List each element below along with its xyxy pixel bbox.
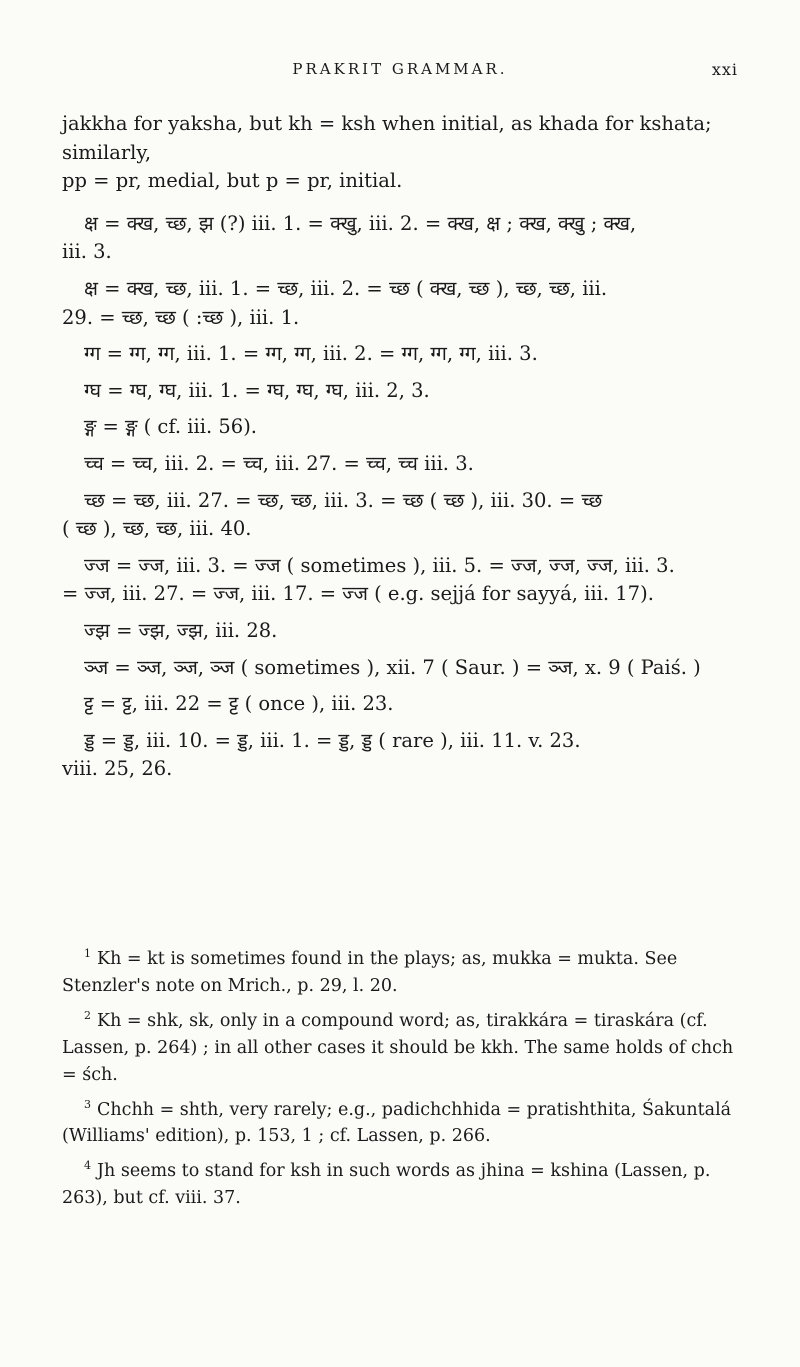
footnote-number: 3: [84, 1097, 91, 1111]
entry-jja: ज्ज = ज्ज, iii. 3. = ज्ज ( sometimes ), iii. 5. = ज्ज, ज्ज, ज्ज, iii. 3.: [84, 553, 675, 577]
entry-cca: च्च = च्च, iii. 2. = च्च, iii. 27. = च्च, च्च iii. 3.: [84, 451, 474, 475]
footnote-number: 2: [84, 1008, 91, 1022]
entry-text: क्ष = क्ख, च्छ, झ (?) iii. 1. = क्खु, iii. 2. = क्ख, क्ष ; क्ख, क्खु ; क्ख,: [84, 211, 637, 235]
running-title: PRAKRIT GRAMMAR.: [292, 60, 508, 78]
footnote: [62, 1002, 742, 1089]
entry-continuation: ( च्छ ), च्छ, च्छ, iii. 40.: [62, 517, 252, 541]
entry-nga: ङ्ग = ङ्ग ( cf. iii. 56).: [84, 415, 257, 439]
entry-ccha: [62, 275, 742, 304]
entry-continuation: = ज्ज, iii. 27. = ज्ज, iii. 17. = ज्ज ( e.g. sejjá for sayyá, iii. 17).: [62, 582, 654, 606]
running-header: [62, 60, 738, 90]
footnote-text: Kh = shk, sk, only in a compound word; as, tirakkára = tiraskára (cf. Lassen, p. 264) ; in all other cases it should be kkh. The same holds of chch = śch.: [62, 1010, 734, 1085]
footnotes: [62, 940, 742, 1214]
footnote-number: 4: [84, 1159, 91, 1173]
entry-tta: ट्ट = ट्ट, iii. 22 = ट्ट ( once ), iii. 23.: [84, 692, 394, 716]
footnote: [62, 1152, 742, 1212]
entry-ksha: [62, 210, 742, 239]
page-number: xxi: [711, 60, 738, 79]
entry-gga: ग्ग = ग्ग, ग्ग, iii. 1. = ग्ग, ग्ग, iii. 2. = ग्ग, ग्ग, ग्ग, iii. 3.: [84, 342, 538, 366]
footnote: [62, 1091, 742, 1151]
footnote-number: 1: [84, 947, 91, 960]
entry-ggha: ग्घ = ग्घ, ग्घ, iii. 1. = ग्घ, ग्घ, ग्घ, iii. 2, 3.: [84, 378, 430, 402]
entry-text: क्ष = क्ख, च्छ, iii. 1. = च्छ, iii. 2. = च्छ ( क्ख, च्छ ), च्छ, च्छ, iii.: [84, 276, 608, 300]
entry-dda: ड्ड = ड्ड, iii. 10. = ड्ड, iii. 1. = ड्ड, ड्ड ( rare ), iii. 11. v. 23.: [84, 728, 581, 752]
intro-line-2: pp = pr, medial, but p = pr, initial.: [62, 169, 403, 193]
intro-line-1: jakkha for yaksha, but kh = ksh when initial, as khada for kshata; similarly,: [62, 112, 712, 164]
entry-jjha: ज्झ = ज्झ, ज्झ, iii. 28.: [84, 618, 278, 642]
entry-nja: ञ्ज = ञ्ज, ञ्ज, ञ्ज ( sometimes ), xii. 7 ( Saur. ) = ञ्ज, x. 9 ( Paiś. ): [84, 655, 701, 679]
entry-continuation: 29. = च्छ, च्छ ( :च्छ ), iii. 1.: [62, 305, 300, 329]
entry-chha: च्छ = च्छ, iii. 27. = च्छ, च्छ, iii. 3. = च्छ ( च्छ ), iii. 30. = च्छ: [84, 488, 603, 512]
footnote-text: Jh seems to stand for ksh in such words as jhina = kshina (Lassen, p. 263), but cf. viii. 37.: [62, 1161, 711, 1209]
entry-continuation: viii. 25, 26.: [62, 757, 173, 781]
footnote-text: Chchh = shth, very rarely; e.g., padichchhida = pratishthita, Śakuntalá (Williams' edition), p. 153, 1 ; cf. Lassen, p. 266.: [62, 1099, 732, 1147]
main-text: [62, 110, 742, 784]
footnote: [62, 940, 742, 1000]
entry-continuation: iii. 3.: [62, 240, 112, 264]
footnote-text: Kh = kt is sometimes found in the plays; as, mukka = mukta. See Stenzler's note on Mrich., p. 29, l. 20.: [62, 948, 678, 996]
